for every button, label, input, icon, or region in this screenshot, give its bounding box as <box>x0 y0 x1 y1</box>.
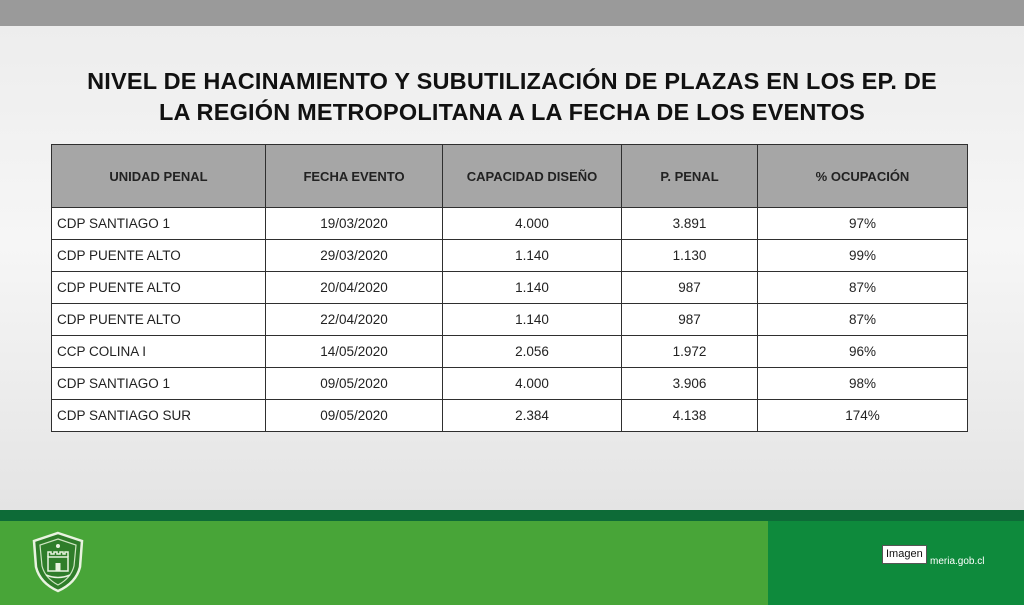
cell-unidad-penal: CDP PUENTE ALTO <box>52 304 266 336</box>
occupancy-table <box>51 144 968 432</box>
table-row <box>52 240 968 272</box>
cell-poblacion-penal: 3.906 <box>622 368 758 400</box>
cell-capacidad-diseno: 1.140 <box>443 240 622 272</box>
footer-stripe <box>0 510 1024 521</box>
cell-ocupacion: 99% <box>758 240 968 272</box>
gendarmeria-emblem-icon <box>30 531 86 593</box>
cell-ocupacion: 98% <box>758 368 968 400</box>
cell-fecha-evento: 29/03/2020 <box>266 240 443 272</box>
cell-fecha-evento: 19/03/2020 <box>266 208 443 240</box>
cell-capacidad-diseno: 2.384 <box>443 400 622 432</box>
cell-capacidad-diseno: 4.000 <box>443 208 622 240</box>
cell-poblacion-penal: 3.891 <box>622 208 758 240</box>
table-header-row <box>52 145 968 208</box>
table-row <box>52 336 968 368</box>
cell-poblacion-penal: 987 <box>622 272 758 304</box>
cell-fecha-evento: 22/04/2020 <box>266 304 443 336</box>
table-row <box>52 400 968 432</box>
cell-poblacion-penal: 4.138 <box>622 400 758 432</box>
table-row <box>52 272 968 304</box>
cell-fecha-evento: 20/04/2020 <box>266 272 443 304</box>
cell-capacidad-diseno: 4.000 <box>443 368 622 400</box>
cell-capacidad-diseno: 1.140 <box>443 304 622 336</box>
header-fecha-evento: FECHA EVENTO <box>266 145 443 208</box>
table-row <box>52 304 968 336</box>
cell-ocupacion: 87% <box>758 304 968 336</box>
cell-unidad-penal: CCP COLINA I <box>52 336 266 368</box>
cell-ocupacion: 96% <box>758 336 968 368</box>
cell-ocupacion: 87% <box>758 272 968 304</box>
top-bar <box>0 0 1024 26</box>
cell-fecha-evento: 09/05/2020 <box>266 400 443 432</box>
cell-fecha-evento: 14/05/2020 <box>266 336 443 368</box>
cell-capacidad-diseno: 1.140 <box>443 272 622 304</box>
slide-title <box>30 66 994 128</box>
cell-unidad-penal: CDP PUENTE ALTO <box>52 272 266 304</box>
cell-unidad-penal: CDP SANTIAGO 1 <box>52 368 266 400</box>
header-poblacion-penal: P. PENAL <box>622 145 758 208</box>
cell-poblacion-penal: 1.130 <box>622 240 758 272</box>
cell-unidad-penal: CDP SANTIAGO SUR <box>52 400 266 432</box>
cell-ocupacion: 97% <box>758 208 968 240</box>
table-row <box>52 208 968 240</box>
title-line-2: LA REGIÓN METROPOLITANA A LA FECHA DE LOS EVENTOS <box>158 99 866 125</box>
header-capacidad-diseno: CAPACIDAD DISEÑO <box>443 145 622 208</box>
table-row <box>52 368 968 400</box>
image-tooltip: Imagen <box>882 545 927 564</box>
cell-capacidad-diseno: 2.056 <box>443 336 622 368</box>
cell-poblacion-penal: 987 <box>622 304 758 336</box>
footer <box>0 521 1024 605</box>
title-line-1: NIVEL DE HACINAMIENTO Y SUBUTILIZACIÓN DE PLAZAS EN LOS EP. DE <box>87 68 937 94</box>
cell-poblacion-penal: 1.972 <box>622 336 758 368</box>
cell-unidad-penal: CDP SANTIAGO 1 <box>52 208 266 240</box>
cell-unidad-penal: CDP PUENTE ALTO <box>52 240 266 272</box>
footer-site-url[interactable]: meria.gob.cl <box>930 556 985 567</box>
cell-ocupacion: 174% <box>758 400 968 432</box>
header-unidad-penal: UNIDAD PENAL <box>52 145 266 208</box>
cell-fecha-evento: 09/05/2020 <box>266 368 443 400</box>
header-ocupacion: % OCUPACIÓN <box>758 145 968 208</box>
